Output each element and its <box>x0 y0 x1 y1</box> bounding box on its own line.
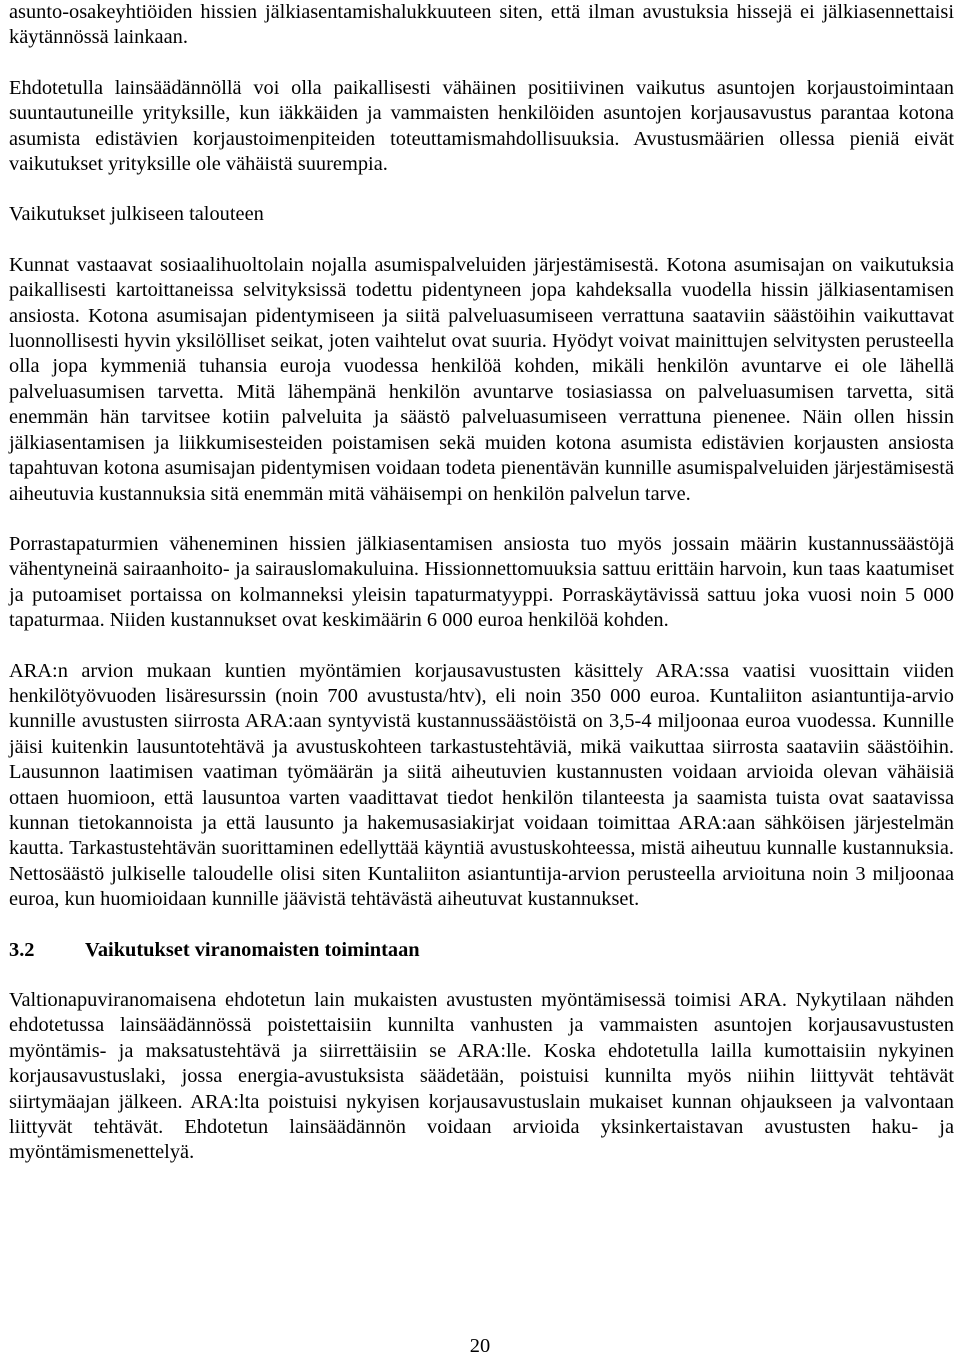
page-number: 20 <box>469 1335 491 1357</box>
section-heading <box>9 938 954 963</box>
spacer <box>9 507 954 532</box>
paragraph-municipal-services: Kunnat vastaavat sosiaalihuoltolain nojalla asumispalveluiden järjestämisestä. Kotona asumisajan on vaikutuksia paikallisesti kartoittaneissa selvityksissä todettu pidentyneen jopa kahdeksalla vuodella hissin jälkiasentamisen ansiosta. Kotona asumisajan pidentymiseen ja siitä palveluasumiseen verrattuna saataviin säästöihin vaikuttavat luonnollisesti hyvin yksilölliset seikat, joten vaihtelut ovat suuria. Hyödyt voivat mainittujen selvitysten perusteella olla jopa kymmeniä tuhansia euroja vuodessa henkilöä kohden, mikäli henkilön avuntarve ei ole lähellä palveluasumisen tarvetta. Mitä lähempänä henkilön avuntarve tosiasiassa on palveluasumisen tarvetta, sitä enemmän hän tarvitsee kotiin palveluita ja säästö palveluasumiseen verrattuna pienenee. Näin ollen hissin jälkiasentamisen ja liikkumisesteiden poistamisen sekä muiden kotona asumista edistävien korjausten ansiosta tapahtuvan kotona asumisajan pidentymisen voidaan todeta pienentävän kunnille asumispalveluiden järjestämisestä aiheutuvia kustannuksia sitä enemmän mitä vähäisempi on henkilön palvelun tarve. <box>9 253 954 505</box>
document-page <box>9 0 954 1166</box>
subheading-public-finance: Vaikutukset julkiseen talouteen <box>9 203 264 226</box>
paragraph-intro-continuation: asunto-osakeyhtiöiden hissien jälkiasentamishalukkuuteen siten, että ilman avustuksia hissejä ei jälkiasennettaisi käytännössä lainkaan. <box>9 1 954 49</box>
spacer <box>9 913 954 938</box>
paragraph-authority-impact: Valtionapuviranomaisena ehdotetun lain mukaisten avustusten myöntämisessä toimisi ARA. Nykytilaan nähden ehdotetussa lainsäädännössä poistettaisiin kunnilta vanhusten ja vammaisten asuntojen korjausavustusten myöntämis- ja maksatustehtävä ja siirrettäisiin se ARA:lle. Koska ehdotetulla lailla kumottaisiin nykyinen korjausavustuslaki, jossa energia-avustuksista säädetään, poistuisi kunnilta myös niihin liittyvät tehtävät siirtymäajan jälkeen. ARA:lta poistuisi nykyisen korjausavustuslain mukaiset kunnan ohjaukseen ja valvontaan liittyvät tehtävät. Ehdotetun lainsäädännön voidaan arvioida yksinkertaistavan avustusten haku- ja myöntämismenettelyä. <box>9 989 954 1164</box>
paragraph-ara-estimate: ARA:n arvion mukaan kuntien myöntämien korjausavustusten käsittely ARA:ssa vaatisi vuosittain viiden henkilötyövuoden lisäresurssin (noin 700 avustusta/htv), eli noin 350 000 euroa. Kuntaliiton asiantuntija-arvio kunnille avustusten siirrosta ARA:aan syntyvistä kustannussäästöistä on 3,5-4 miljoonaa euroa vuodessa. Kunnille jäisi kuitenkin lausuntotehtävä ja avustuskohteen tarkastustehtäviä, mikä vaikuttaa siirrosta saataviin säästöihin. Lausunnon laatimisen vaatiman työmäärän ja siitä aiheutuvien kustannusten voidaan arvioida olevan vähäisiä ottaen huomioon, että lausuntoa varten vaadittavat tiedot henkilön tilanteesta ja saamista tuista ovat saatavissa kunnan tietokannoista ja että lausunto ja hakemusasiakirjat voidaan toimittaa ARA:aan sähköisen järjestelmän kautta. Tarkastustehtävän suorittaminen edellyttää käyntiä avustuskohteessa, mistä aiheutuu kunnalle kustannuksia. Nettosäästö julkiselle taloudelle olisi siten Kuntaliiton asiantuntija-arvion perusteella arvioituna noin 3 miljoonaa euroa, kun huomioidaan kunnille jäävistä tehtävästä aiheutuvat kustannukset. <box>9 659 954 911</box>
spacer <box>9 634 954 659</box>
spacer <box>9 177 954 202</box>
section-title: Vaikutukset viranomaisten toimintaan <box>85 938 420 961</box>
paragraph-stair-accidents: Porrastapaturmien väheneminen hissien jälkiasentamisen ansiosta tuo myös jossain määrin kustannussäästöjä vähentyneinä sairaanhoito- ja sairauslomakuluina. Hissionnettomuuksia sattuu erittäin harvoin, kun taas kaatumiset ja putoamiset portaissa on kolmanneksi yleisin tapaturmatyyppi. Porraskäytävissä sattuu joka vuosi noin 5 000 tapaturmaa. Niiden kustannukset ovat keskimäärin 6 000 euroa henkilöä kohden. <box>9 532 954 632</box>
spacer <box>9 228 954 253</box>
spacer <box>9 963 954 988</box>
paragraph-business-impact: Ehdotetulla lainsäädännöllä voi olla paikallisesti vähäinen positiivinen vaikutus asuntojen korjaustoimintaan suuntautuneille yrityksille, kun iäkkäiden ja vammaisten henkilöiden asuntojen korjausavustus parantaa kotona asumista edistävien korjaustoimenpiteiden toteuttamismahdollisuuksia. Avustusmäärien ollessa pieniä eivät vaikutukset yrityksille ole vähäistä suurempia. <box>9 76 954 176</box>
section-number: 3.2 <box>9 938 35 961</box>
spacer <box>9 51 954 76</box>
